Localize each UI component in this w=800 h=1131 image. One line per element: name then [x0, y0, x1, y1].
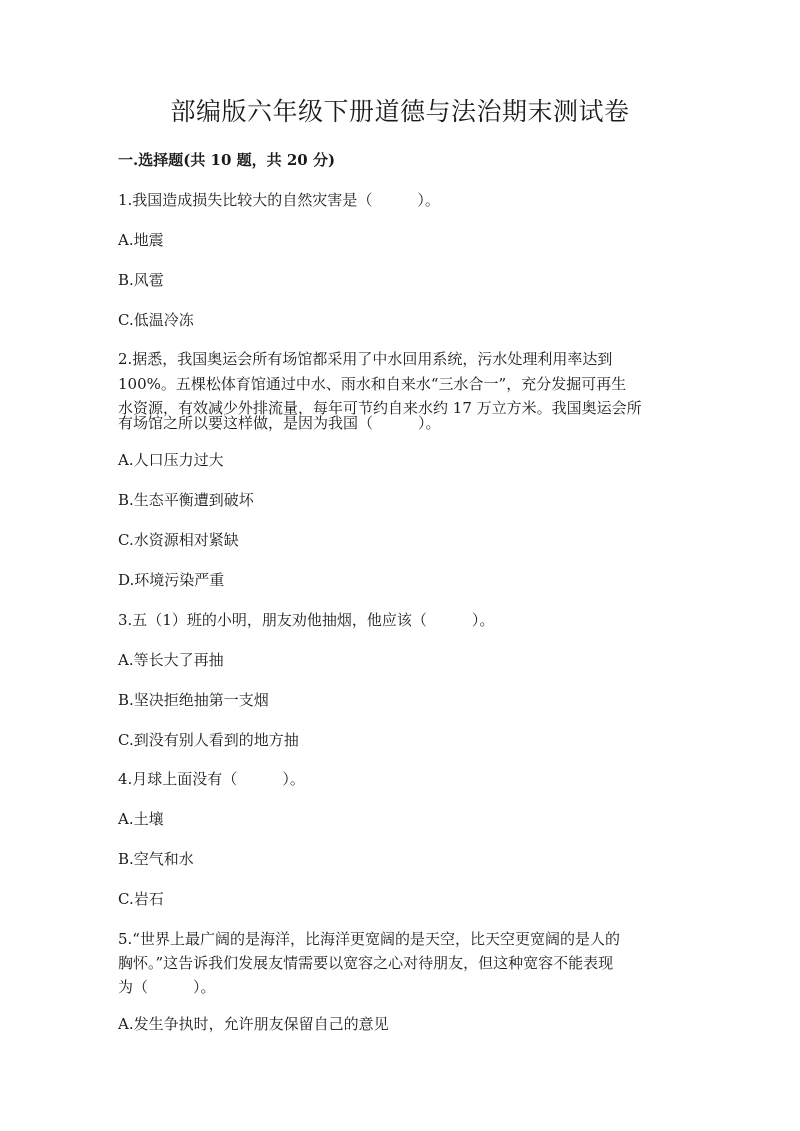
question-3-stem: 3.五（1）班的小明，朋友劝他抽烟，他应该（ ）。	[118, 611, 495, 629]
page-title: 部编版六年级下册道德与法治期末测试卷	[170, 97, 630, 126]
question-4-option-c: C.岩石	[118, 890, 164, 908]
question-1-stem: 1.我国造成损失比较大的自然灾害是（ ）。	[118, 191, 440, 209]
question-4-stem: 4.月球上面没有（ ）。	[118, 770, 305, 788]
question-5-option-a: A.发生争执时，允许朋友保留自己的意见	[118, 1015, 389, 1033]
question-2-stem-line-3: 水资源，有效减少外排流量，每年可节约自来水约 17 万立方米。我国奥运会所	[118, 399, 642, 417]
question-5-stem-line-2: 胸怀。”这告诉我们发展友情需要以宽容之心对待朋友，但这种宽容不能表现	[118, 954, 614, 972]
question-4-option-a: A.土壤	[118, 810, 164, 828]
question-2-option-d: D.环境污染严重	[118, 571, 225, 589]
question-1-option-b: B.风雹	[118, 271, 164, 289]
question-2-option-a: A.人口压力过大	[118, 451, 224, 469]
question-2-stem-line-1: 2.据悉，我国奥运会所有场馆都采用了中水回用系统，污水处理利用率达到	[118, 350, 613, 368]
question-2-option-b: B.生态平衡遭到破坏	[118, 491, 254, 509]
question-3-option-a: A.等长大了再抽	[118, 651, 224, 669]
question-3-option-c: C.到没有别人看到的地方抽	[118, 731, 299, 749]
question-2-stem-line-4: 有场馆之所以要这样做，是因为我国（ ）。	[118, 414, 441, 432]
question-2-stem-line-2: 100%。五棵松体育馆通过中水、雨水和自来水“三水合一”，充分发掘可再生	[118, 375, 627, 393]
question-3-option-b: B.坚决拒绝抽第一支烟	[118, 691, 269, 709]
question-5-stem-line-3: 为（ ）。	[118, 978, 216, 996]
section-heading: 一.选择题(共 10 题，共 20 分)	[118, 151, 336, 169]
question-5-stem-line-1: 5.“世界上最广阔的是海洋，比海洋更宽阔的是天空，比天空更宽阔的是人的	[118, 930, 620, 948]
question-2-option-c: C.水资源相对紧缺	[118, 531, 239, 549]
question-4-option-b: B.空气和水	[118, 850, 194, 868]
question-1-option-a: A.地震	[118, 231, 164, 249]
question-1-option-c: C.低温冷冻	[118, 311, 194, 329]
